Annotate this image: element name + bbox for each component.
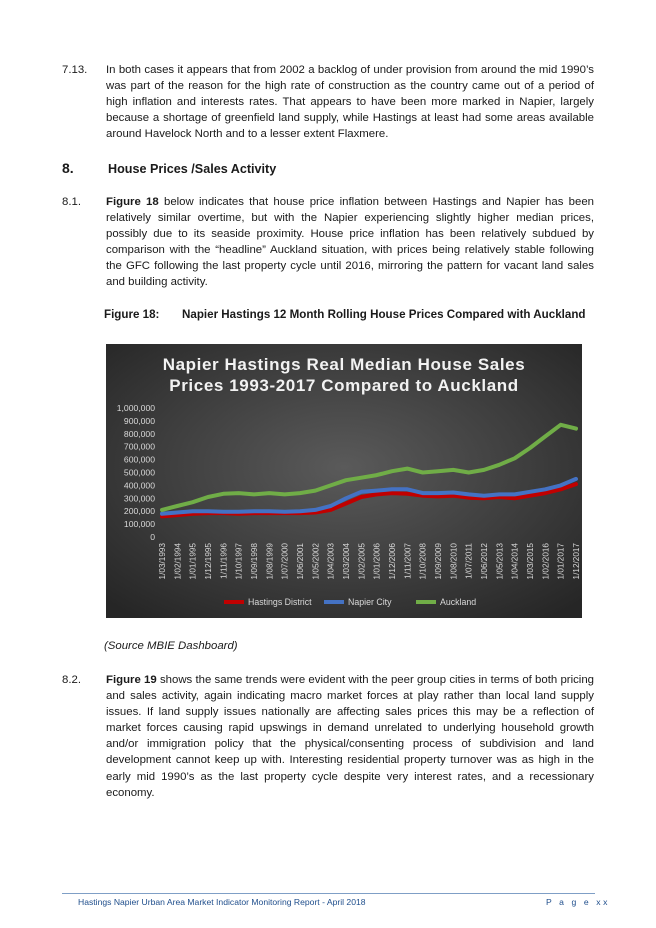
x-tick-label: 1/11/2007	[403, 543, 413, 579]
paragraph-number: 8.2.	[62, 674, 81, 686]
x-tick-label: 1/09/2009	[434, 543, 443, 580]
y-tick-label: 1,000,000	[116, 403, 155, 413]
x-tick-label: 1/12/2017	[572, 543, 581, 580]
y-tick-label: 600,000	[123, 454, 155, 465]
footer-report-title: Hastings Napier Urban Area Market Indicator Monitoring Report - April 2018	[78, 897, 366, 907]
figure-label: Figure 18:	[104, 308, 160, 321]
figure-caption	[104, 308, 586, 321]
paragraph-8-1	[62, 194, 594, 291]
x-tick-label: 1/03/1993	[158, 543, 167, 580]
paragraph-body: shows the same trends were evident with the peer group cities in terms of both pricing and sales activity, again indicating macro market forces at play rather than local land supply issues. If land supply issues nationally are affecting sales prices this may be a reflection of market forces causing rapid upswings in demand unrelated to underlying household growth and/or immigration policy that the physical/consenting process of subdivision and land development cannot keep up with. Interesting residential property turnover was as high in the early mid 1990’s as the last property cycle despite very interest rates, and a recessionary economy.	[106, 674, 595, 799]
footer-page-number: P a g e xx	[546, 897, 611, 907]
legend-label: Hastings District	[248, 597, 312, 607]
footer-divider	[62, 893, 595, 894]
x-tick-label: 1/01/2017	[556, 543, 566, 580]
x-tick-label: 1/07/2011	[464, 543, 474, 579]
chart-svg	[106, 344, 582, 618]
y-tick-label: 0	[150, 532, 155, 542]
x-tick-label: 1/11/1996	[219, 543, 229, 579]
x-tick-label: 1/10/1997	[234, 543, 244, 580]
paragraph-text	[106, 672, 594, 801]
x-tick-label: 1/02/2016	[541, 543, 551, 580]
y-tick-label: 900,000	[123, 415, 155, 426]
x-tick-label: 1/03/2004	[342, 543, 351, 580]
chart-title-line-2: Prices 1993-2017 Compared to Auckland	[169, 376, 519, 395]
legend-label: Auckland	[440, 597, 477, 607]
x-tick-label: 1/10/2008	[418, 543, 428, 580]
x-tick-label: 1/02/1994	[173, 543, 183, 580]
x-tick-label: 1/08/1999	[265, 543, 275, 580]
x-tick-label: 1/09/1998	[250, 543, 259, 580]
y-tick-label: 700,000	[123, 441, 155, 452]
source-note: (Source MBIE Dashboard)	[104, 640, 238, 652]
legend-label: Napier City	[348, 597, 392, 607]
figure-title: Napier Hastings 12 Month Rolling House Prices Compared with Auckland	[182, 308, 586, 321]
x-tick-label: 1/04/2003	[326, 543, 336, 580]
x-tick-label: 1/12/2006	[388, 543, 397, 580]
x-tick-label: 1/02/2005	[357, 543, 367, 580]
figure-reference: Figure 19	[106, 674, 157, 686]
x-tick-label: 1/05/2002	[311, 543, 321, 580]
x-tick-label: 1/01/2006	[372, 543, 382, 580]
y-tick-label: 300,000	[123, 493, 155, 504]
x-tick-label: 1/04/2014	[510, 543, 520, 580]
paragraph-text: In both cases it appears that from 2002 a backlog of under provision from around the mid 1990’s was part of the reason for the high rate of construction as the country came out of a period of high inflation and interests rates. That appears to have been more marked in Napier, largely because a shortage of greenfield land supply, while Hastings at least had some areas available around Havelock North and to a lesser extent Flaxmere.	[106, 64, 594, 141]
figure-reference: Figure 18	[106, 196, 159, 208]
section-heading	[62, 160, 276, 176]
paragraph-text	[106, 194, 594, 291]
x-tick-label: 1/01/1995	[188, 543, 198, 580]
section-number: 8.	[62, 160, 74, 176]
paragraph-number: 8.1.	[62, 196, 81, 208]
x-tick-label: 1/05/2013	[495, 543, 505, 580]
paragraph-body: below indicates that house price inflation between Hastings and Napier has been relatively similar overtime, but with the Napier experiencing slightly higher median prices, possibly due to its seaside proximity. House price inflation has been relatively subdued by comparison with the “headline” Auckland situation, with prices being relatively stable following the GFC following the last property cycle until 2016, mirroring the pattern for vacant land sales and building activity.	[106, 196, 595, 289]
house-price-chart	[106, 344, 582, 618]
y-tick-label: 400,000	[123, 480, 155, 491]
x-tick-label: 1/07/2000	[280, 543, 290, 580]
paragraph-8-2	[62, 672, 594, 801]
paragraph-number: 7.13.	[62, 64, 88, 76]
section-title: House Prices /Sales Activity	[108, 162, 277, 176]
x-tick-label: 1/03/2015	[526, 543, 535, 580]
chart-title-line-1: Napier Hastings Real Median House Sales	[162, 355, 526, 374]
x-tick-label: 1/08/2010	[449, 543, 459, 580]
paragraph-7-13	[62, 62, 594, 142]
y-tick-label: 800,000	[123, 428, 155, 439]
x-tick-label: 1/06/2001	[296, 543, 305, 580]
y-tick-label: 100,000	[123, 519, 155, 530]
y-tick-label: 200,000	[123, 506, 155, 517]
x-tick-label: 1/12/1995	[204, 543, 213, 580]
y-tick-label: 500,000	[123, 467, 155, 478]
x-tick-label: 1/06/2012	[480, 543, 489, 580]
